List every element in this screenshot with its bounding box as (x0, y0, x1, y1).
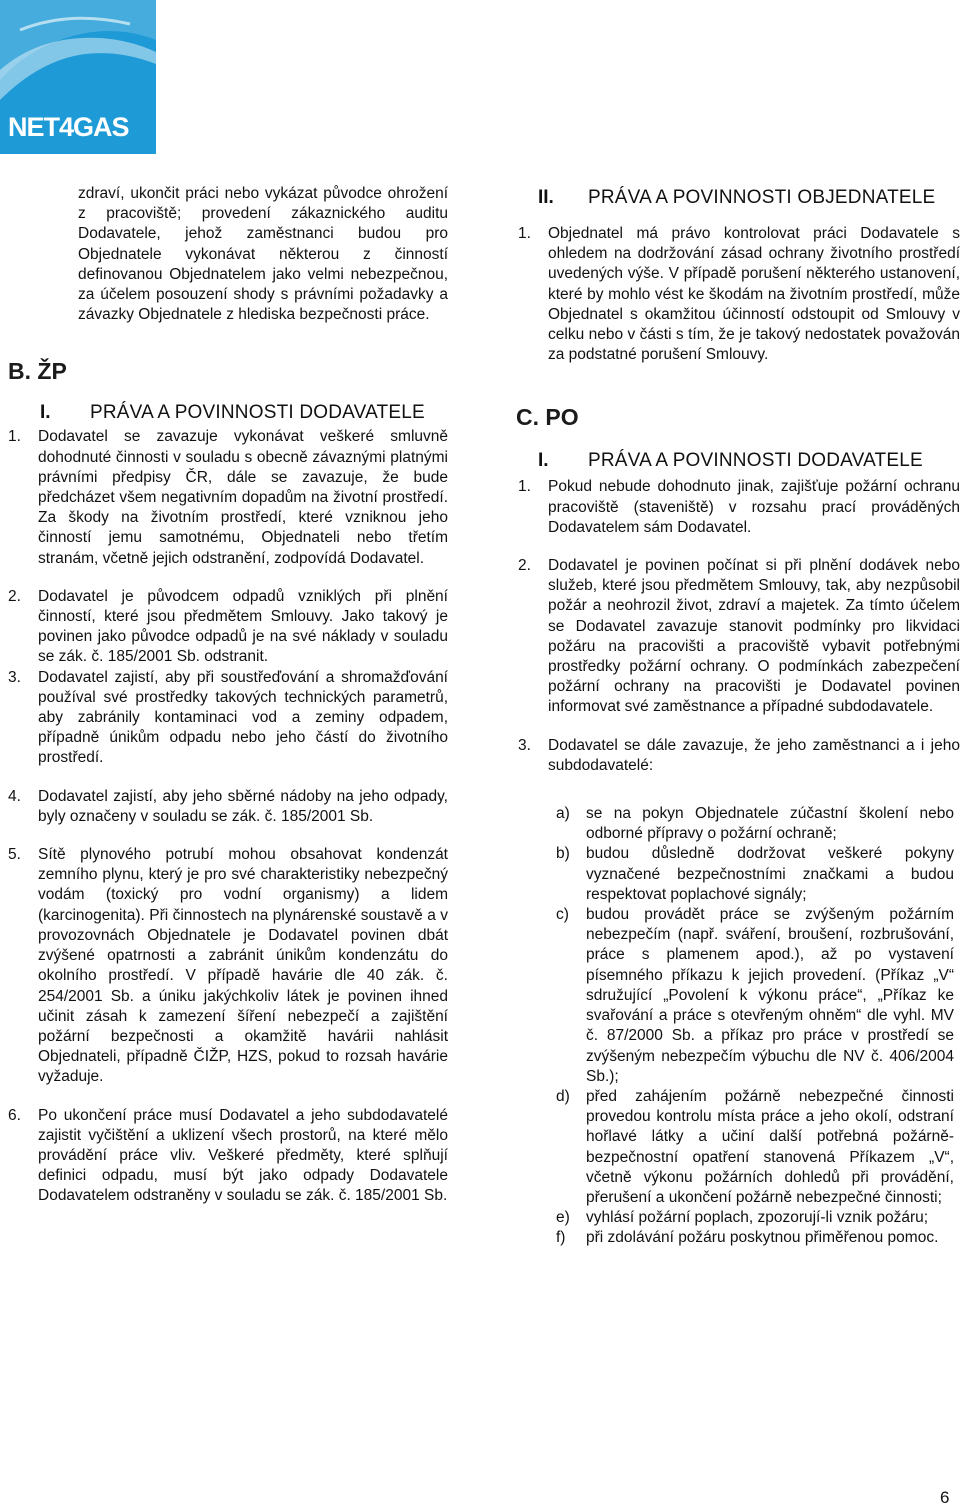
left-items-list (0, 427, 470, 1206)
item-text: Dodavatel se zavazuje vykonávat veškeré smluvně dohodnuté činnosti v souladu s obecně závaznými platnými právními předpisy ČR, dále se zavazuje, že bude předcházet všem negativním dopadům na životní prostředí. Za škody na životním prostředí, které vzniknou jeho činností jemu samotnému, Objednateli nebo třetím stranám, včetně jejich odstranění, zodpovídá Dodavatel. (38, 428, 448, 567)
item-text: Po ukončení práce musí Dodavatel a jeho subdodavatelé zajistit vyčištění a uklizení všech prostorů, na které mělo provádění práce vliv. Veškeré předměty, které splňují definici odpadu, musí být jako odpady Dodavatele Dodavatelem odstraněny v souladu se zák. č. 185/2001 Sb. (38, 1106, 448, 1205)
numbered-item (8, 427, 448, 568)
left-column (0, 184, 470, 1207)
section-c-title: PRÁVA A POVINNOSTI DODAVATELE (588, 450, 923, 472)
item-number: 6. (8, 1106, 21, 1124)
item-number: 5. (8, 846, 21, 864)
numbered-item (518, 556, 960, 718)
logo-text: NET4GAS (8, 112, 129, 142)
numbered-item (518, 477, 960, 538)
item-text: Dodavatel zajistí, aby jeho sběrné nádoby na jeho odpady, byly označeny v souladu se zák. č. 185/2001 Sb. (38, 787, 448, 825)
section-ii-items (512, 224, 960, 365)
subitem-letter: c) (556, 906, 569, 924)
numbered-item (8, 1106, 448, 1207)
item-text: Pokud nebude dohodnuto jinak, zajišťuje požární ochranu pracoviště (staveniště) v rozsahu prací prováděných Dodavatelem sám Dodavatel. (548, 478, 960, 536)
subitem-text: před zahájením požárně nebezpečné činnosti provedou kontrolu místa práce a jeho okolí, odstraní hořlavé látky a učiní další potřebná požárně-bezpečnostní opatření stanovená Příkazem „V“, včetně výkonu požárních dohledů při provádění, přerušení a ukončení požárně nebezpečné činnosti; (586, 1087, 954, 1206)
numbered-item (8, 845, 448, 1087)
numbered-item (8, 668, 448, 769)
right-items-list (512, 477, 960, 776)
numbered-item (518, 736, 960, 776)
section-ii-number: II. (538, 187, 554, 208)
subitem-letter: f) (556, 1229, 566, 1247)
numbered-item (8, 787, 448, 827)
section-c-subheading (538, 449, 960, 473)
item-text: Dodavatel se dále zavazuje, že jeho zaměstnanci a i jeho subdodavatelé: (548, 736, 960, 774)
subitem-text: se na pokyn Objednatele zúčastní školení nebo odborné přípravy o požární ochraně; (586, 805, 954, 843)
subitem-text: budou důsledně dodržovat veškeré pokyny vyznačené bezpečnostními značkami a budou respektovat poplachové signály; (586, 845, 954, 903)
net4gas-logo (0, 0, 156, 154)
item-number: 3. (8, 668, 21, 686)
intro-paragraph: zdraví, ukončit práci nebo vykázat původce ohrožení z pracoviště; provedení zákaznického auditu Dodavatele, jehož zaměstnanci budou pro Objednatele vykonávat některou z činností definovanou Objednatelem jako velmi nebezpečnou, za účelem posouzení shody s právními požadavky a závazky Objednatele z hlediska bezpečnosti práce. (78, 185, 448, 324)
right-column (512, 184, 960, 1249)
item-number: 1. (8, 428, 21, 446)
subitem-text: budou provádět práce se zvýšeným požárním nebezpečím (např. sváření, broušení, rozbrušování, práce s plamenem apod.), až po vystavení písemného příkazu k jejich provedení. (Příkaz „V“ sdružující „Povolení k výkonu práce“, „Příkaz ke svařování a práce s otevřeným ohněm“ dle vyhl. MV č. 87/2000 Sb. a příkaz pro práce v prostředí se zvýšeným nebezpečím výbuchu dle NV č. 406/2004 Sb.); (586, 906, 954, 1085)
item-number: 2. (518, 557, 531, 575)
lettered-subitem (556, 844, 954, 905)
section-b-heading: B. ŽP (8, 358, 67, 385)
section-number: I. (40, 402, 51, 424)
right-subitems-list (556, 804, 954, 1248)
numbered-item (8, 587, 448, 668)
item-text: Dodavatel je povinen počínat si při plnění dodávek nebo služeb, které jsou předmětem Smlouvy, tak, aby nezpůsobil požár a neohrozil život, zdraví a majetek. Za tímto účelem se Dodavatel zavazuje stanovit podmínky pro likvidaci požáru na pracovišti a pracoviště vybavit potřebnými prostředky požární ochrany. O podmínkách zabezpečení požární ochrany na pracovišti je Dodavatel povinen informovat své zaměstnance a případné subdodavatele. (548, 557, 960, 716)
item-text: Dodavatel zajistí, aby při soustřeďování a shromažďování používal své prostředky takových technických parametrů, aby zabránily kontaminaci vod a zeminy odpadem, případně únikům odpadu nebo jeho částí do životního prostředí. (38, 668, 448, 767)
lettered-subitem (556, 804, 954, 844)
page-number: 6 (940, 1488, 950, 1507)
subitem-text: vyhlásí požární poplach, zpozorují-li vznik požáru; (586, 1209, 929, 1227)
item-text: Dodavatel je původcem odpadů vzniklých při plnění činností, které jsou předmětem Smlouvy. Jako takový je povinen jako původce odpadů je na své náklady v souladu se zák. č. 185/2001 Sb. odstranit. (38, 587, 448, 666)
item-number: 1. (518, 478, 531, 496)
item-text: Sítě plynového potrubí mohou obsahovat kondenzát zemního plynu, který je pro své charakteristiky nebezpečný vodám (toxický pro vodní organismy) a lidem (karcinogenita). Při činnostech na plynárenské soustavě a v provozovnách Objednatele je Dodavatel povinen dbát zvýšené opatrnosti a zabránit únikům kondenzátu do okolního prostředí. V případě havárie dle 40 zák. č. 254/2001 Sb. a úniku jakýchkoliv látek je povinen ihned učinit zásah k zamezení šíření nebezpečí a zajištění požární bezpečnosti a okamžitě havárii nahlásit Objednateli, případně ČIŽP, HZS, pokud to rozsah havárie vyžaduje. (38, 846, 448, 1086)
section-title: PRÁVA A POVINNOSTI DODAVATELE (90, 402, 425, 424)
section-c-heading: C. PO (516, 404, 579, 431)
subitem-letter: a) (556, 805, 570, 823)
item-number: 3. (518, 736, 531, 754)
subitem-text: při zdolávání požáru poskytnou přiměřenou pomoc. (586, 1229, 939, 1247)
item-text: Objednatel má právo kontrolovat práci Dodavatele s ohledem na dodržování zásad ochrany životního prostředí uvedených výše. V případě porušení některého ustanovení, které by mohlo vést ke škodám na životním prostředí, může Objednatel s okamžitou účinností odstoupit od Smlouvy v celku nebo v části s tím, že je takový nedostatek považován za podstatné porušení Smlouvy. (548, 225, 960, 364)
item-number: 4. (8, 787, 21, 805)
section-heading (40, 401, 470, 425)
section-ii-title: PRÁVA A POVINNOSTI OBJEDNATELE (588, 187, 936, 208)
subitem-letter: e) (556, 1209, 570, 1227)
subitem-letter: d) (556, 1087, 570, 1105)
section-c-number: I. (538, 450, 549, 472)
section-ii-heading (538, 186, 960, 210)
lettered-subitem (556, 1087, 954, 1208)
item-number: 2. (8, 587, 21, 605)
lettered-subitem (556, 1208, 954, 1228)
numbered-item (518, 224, 960, 365)
lettered-subitem (556, 905, 954, 1087)
item-number: 1. (518, 225, 531, 242)
subitem-letter: b) (556, 845, 570, 863)
lettered-subitem (556, 1228, 954, 1248)
